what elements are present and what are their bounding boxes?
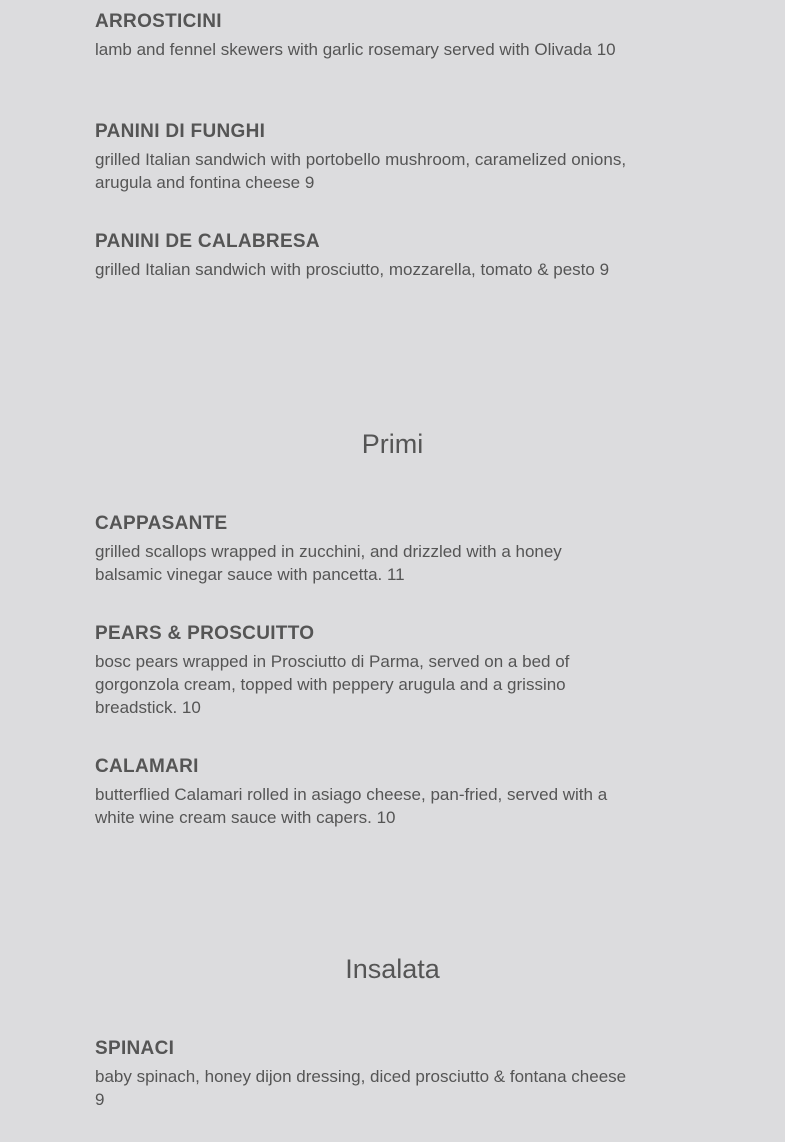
menu-item-name: PANINI DE CALABRESA bbox=[95, 231, 320, 252]
menu-item-description: baby spinach, honey dijon dressing, diced prosciutto & fontana cheese 9 bbox=[95, 1067, 627, 1109]
menu-item-name: CAPPASANTE bbox=[95, 513, 228, 534]
menu-item-description: bosc pears wrapped in Prosciutto di Parma, served on a bed of gorgonzola cream, topped with peppery arugula and a grissino breadstick. 10 bbox=[95, 652, 570, 717]
menu-item bbox=[95, 230, 630, 281]
menu-item bbox=[95, 512, 630, 586]
menu-item bbox=[95, 755, 630, 829]
menu-item bbox=[95, 622, 630, 719]
menu-item-name: SPINACI bbox=[95, 1038, 175, 1059]
menu-item-name: ARROSTICINI bbox=[95, 11, 222, 32]
menu-item-description: grilled Italian sandwich with portobello mushroom, caramelized onions, arugula and fontina cheese 9 bbox=[95, 150, 627, 192]
menu-item-description: lamb and fennel skewers with garlic rosemary served with Olivada 10 bbox=[95, 40, 616, 59]
menu-item bbox=[95, 10, 630, 61]
section-title-primi: Primi bbox=[361, 429, 424, 459]
menu-item-description: grilled Italian sandwich with prosciutto, mozzarella, tomato & pesto 9 bbox=[95, 260, 610, 279]
menu-item bbox=[95, 120, 630, 194]
menu-item bbox=[95, 1037, 630, 1111]
menu-item-description: butterflied Calamari rolled in asiago cheese, pan-fried, served with a white wine cream sauce with capers. 10 bbox=[95, 785, 608, 827]
menu-item-name: PEARS & PROSCUITTO bbox=[95, 623, 315, 644]
menu-item-name: CALAMARI bbox=[95, 756, 199, 777]
menu-item-name: PANINI DI FUNGHI bbox=[95, 121, 266, 142]
menu-item-description: grilled scallops wrapped in zucchini, and drizzled with a honey balsamic vinegar sauce with pancetta. 11 bbox=[95, 542, 562, 584]
section-title-insalata: Insalata bbox=[345, 954, 440, 984]
